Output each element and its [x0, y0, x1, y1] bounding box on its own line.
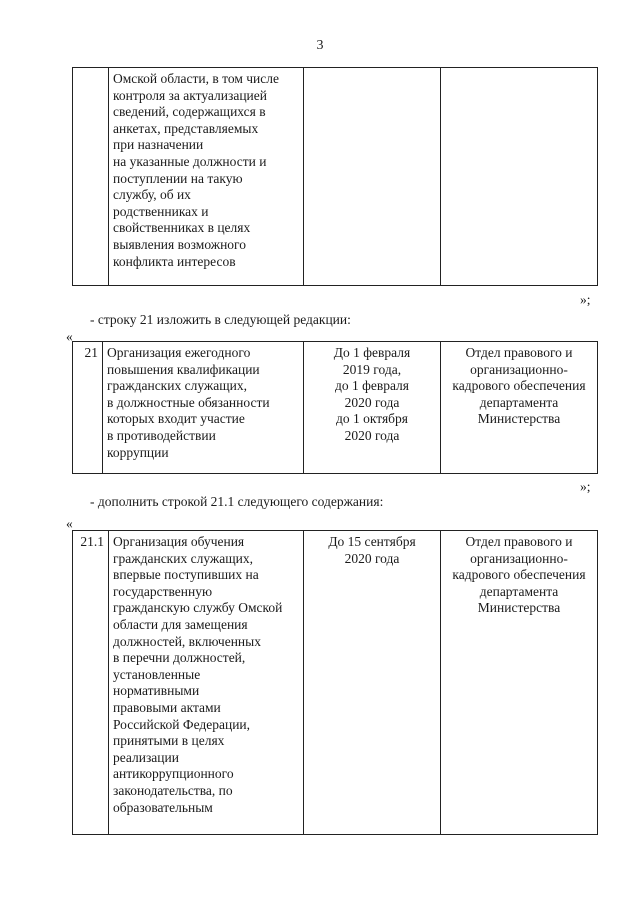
row-number — [73, 68, 109, 286]
row-number: 21.1 — [73, 531, 109, 835]
opening-quote: « — [66, 329, 73, 344]
row-responsible: Отдел правового и организационно- кадрового обеспечения департамента Министерства — [441, 531, 598, 835]
row-text: Организация обучения гражданских служащих, впервые поступивших на государственную гражданскую службу Омской области для замещения должностей, включенных в перечни должностей, установленные нормативными правовыми актами Российской Федерации, принятыми в целях реализации антикоррупционного законодательства, по образовательным — [109, 531, 304, 835]
row-text: Организация ежегодного повышения квалификации гражданских служащих, в должностные обязанности которых входит участие в противодействии коррупции — [103, 342, 304, 474]
row-term — [304, 68, 441, 286]
row-term: До 1 февраля 2019 года, до 1 февраля 2020 года до 1 октября 2020 года — [304, 342, 441, 474]
opening-quote: « — [66, 516, 73, 531]
table-row — [73, 68, 598, 286]
row-term: До 15 сентября 2020 года — [304, 531, 441, 835]
table-row — [73, 342, 598, 474]
row-text: Омской области, в том числе контроля за актуализацией сведений, содержащихся в анкетах, представляемых при назначении на указанные должности и поступлении на такую службу, об их родственниках и свойственниках в целях выявления возможного конфликта интересов — [109, 68, 304, 286]
table-row — [73, 531, 598, 835]
closing-quote: »; — [580, 292, 591, 307]
row-responsible — [441, 68, 598, 286]
instruction-replace-row-21: - строку 21 изложить в следующей редакции: — [90, 312, 351, 327]
row-responsible: Отдел правового и организационно- кадрового обеспечения департамента Министерства — [441, 342, 598, 474]
table-continuation — [72, 67, 598, 286]
table-row-21 — [72, 341, 598, 474]
closing-quote: »; — [580, 479, 591, 494]
row-number: 21 — [73, 342, 103, 474]
instruction-add-row-21-1: - дополнить строкой 21.1 следующего содержания: — [90, 494, 384, 509]
page-number: 3 — [316, 38, 324, 53]
table-row-21-1 — [72, 530, 598, 835]
